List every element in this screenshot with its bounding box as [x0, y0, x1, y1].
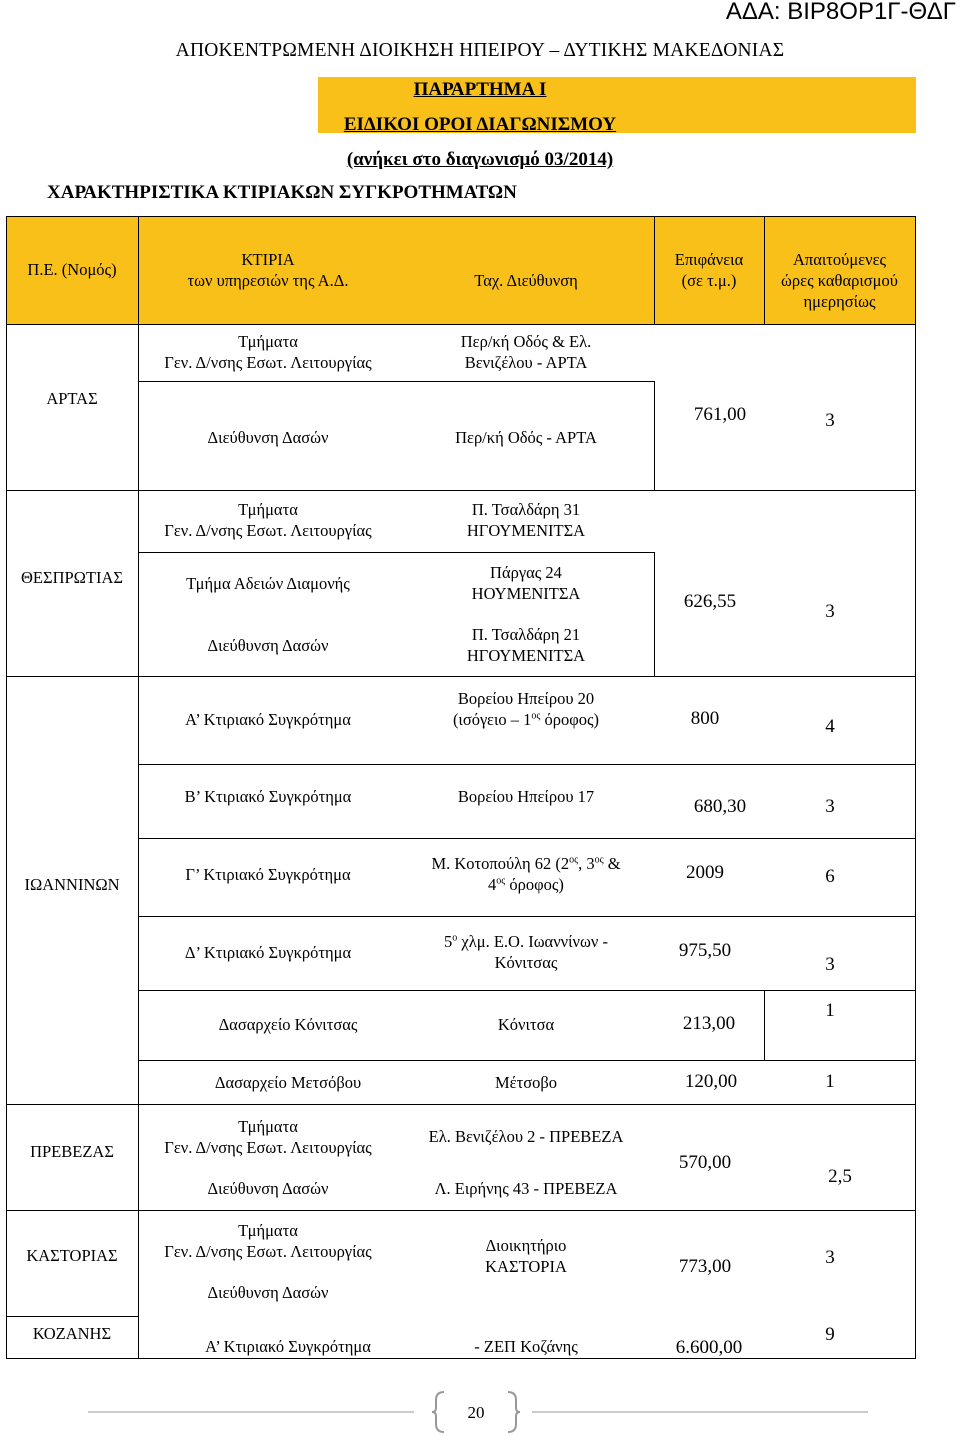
ioannina-address-konitsa: Κόνιτσα: [497, 1015, 555, 1034]
kozani-hours: 9: [825, 1324, 835, 1345]
footer-left-brace-icon: [432, 1392, 444, 1432]
ioannina-address-a: Βορείου Ηπείρου 20 ($\iota\sigma ό\gamma\varepsilon\iota o - 1^{o\varsigma}$ όροφος): [452, 689, 600, 729]
arta-hours: 3: [825, 410, 835, 431]
tender-reference: (ανήκει στο διαγωνισμό 03/2014): [346, 149, 614, 170]
thesprotia-address-2: Πάργας 24 ΗΟΥΜΕΝΙΤΣΑ: [471, 563, 581, 603]
arta-building-1: Τμήματα Γεν. Δ/νσης Εσωτ. Λειτουργίας: [164, 332, 372, 372]
kastoria-address-1: Διοικητήριο ΚΑΣΤΟΡΙΑ: [485, 1236, 567, 1276]
preveza-building-2: Διεύθυνση Δασών: [207, 1179, 329, 1198]
ioannina-area-b: 680,30: [693, 796, 747, 817]
pe-thesprotia: ΘΕΣΠΡΩΤΙΑΣ: [20, 568, 124, 587]
ioannina-address-d: $5^o$ χλμ. Ε.Ο. Ιωαννίνων - Κόνιτσας: [444, 932, 608, 972]
ioannina-building-konitsa: Δασαρχείο Κόνιτσας: [218, 1015, 358, 1034]
ioannina-hours-konitsa: 1: [825, 1000, 835, 1021]
kastoria-building-1: Τμήματα Γεν. Δ/νσης Εσωτ. Λειτουργίας: [164, 1221, 372, 1261]
annex-title: ΠΑΡΑΡΤΗΜΑ Ι: [413, 79, 547, 100]
ioannina-building-metsovo: Δασαρχείο Μετσόβου: [214, 1073, 362, 1092]
ioannina-hours-d: 3: [825, 954, 835, 975]
ioannina-area-metsovo: 120,00: [684, 1071, 738, 1092]
ioannina-hours-b: 3: [825, 796, 835, 817]
column-header-buildings: ΚΤΙΡΙΑ των υπηρεσιών της Α.Δ.: [187, 250, 349, 290]
kozani-address: - ΖΕΠ Κοζάνης: [474, 1337, 578, 1356]
ioannina-hours-a: 4: [825, 716, 835, 737]
column-header-area: Επιφάνεια (σε τ.μ.): [674, 250, 744, 290]
kastoria-area: 773,00: [678, 1256, 732, 1277]
ioannina-area-d: 975,50: [678, 940, 732, 961]
preveza-area: 570,00: [678, 1152, 732, 1173]
ada-code: ΑΔΑ: ΒΙΡ8ΟΡ1Γ-ΘΔΓ: [725, 0, 956, 25]
kastoria-hours: 3: [825, 1247, 835, 1268]
ioannina-hours-c: 6: [825, 866, 835, 887]
thesprotia-building-2: Τμήμα Αδειών Διαμονής: [186, 574, 350, 593]
preveza-building-1: Τμήματα Γεν. Δ/νσης Εσωτ. Λειτουργίας: [164, 1117, 372, 1157]
ioannina-building-a: Α’ Κτιριακό Συγκρότημα: [185, 710, 351, 729]
ioannina-area-a: 800: [690, 708, 720, 729]
authority-title: ΑΠΟΚΕΝΤΡΩΜΕΝΗ ΔΙΟΙΚΗΣΗ ΗΠΕΙΡΟΥ – ΔΥΤΙΚΗΣ ΜΑΚΕΔΟΝΙΑΣ: [175, 40, 785, 61]
ioannina-building-b: Β’ Κτιριακό Συγκρότημα: [184, 787, 352, 806]
section-title: ΧΑΡΑΚΤΗΡΙΣΤΙΚΑ ΚΤΙΡΙΑΚΩΝ ΣΥΓΚΡΟΤΗΜΑΤΩΝ: [47, 182, 517, 203]
ioannina-area-konitsa: 213,00: [682, 1013, 736, 1034]
thesprotia-building-1: Τμήματα Γεν. Δ/νσης Εσωτ. Λειτουργίας: [164, 500, 372, 540]
ioannina-building-c: Γ’ Κτιριακό Συγκρότημα: [185, 865, 351, 884]
column-header-pe: Π.Ε. (Νομός): [27, 260, 117, 279]
ioannina-address-c: Μ. Κοτοπούλη 62 ($2^{o\varsigma}$, $3^{o\varsigma}$ & $4^{o\varsigma}$ όροφος): [431, 854, 621, 894]
arta-address-2: Περ/κή Οδός - ΑΡΤΑ: [455, 428, 597, 447]
kastoria-building-2: Διεύθυνση Δασών: [207, 1283, 329, 1302]
pe-arta: ΑΡΤΑΣ: [46, 389, 98, 408]
kozani-building: Α’ Κτιριακό Συγκρότημα: [205, 1337, 371, 1356]
arta-area: 761,00: [693, 404, 747, 425]
thesprotia-address-1: Π. Τσαλδάρη 31 ΗΓΟΥΜΕΝΙΤΣΑ: [466, 500, 586, 540]
pe-kastoria: ΚΑΣΤΟΡΙΑΣ: [26, 1246, 118, 1265]
arta-building-2: Διεύθυνση Δασών: [207, 428, 329, 447]
pe-ioannina: ΙΩΑΝΝΙΝΩΝ: [24, 875, 120, 894]
ioannina-address-b: Βορείου Ηπείρου 17: [457, 787, 595, 806]
preveza-hours: 2,5: [828, 1166, 852, 1187]
thesprotia-hours: 3: [825, 601, 835, 622]
kozani-area: 6.600,00: [675, 1337, 743, 1358]
pe-preveza: ΠΡΕΒΕΖΑΣ: [30, 1142, 114, 1161]
ioannina-address-metsovo: Μέτσοβο: [494, 1073, 558, 1092]
pe-kozani: ΚΟΖΑΝΗΣ: [32, 1324, 112, 1343]
thesprotia-address-3: Π. Τσαλδάρη 21 ΗΓΟΥΜΕΝΙΤΣΑ: [466, 625, 586, 665]
column-header-address: Ταχ. Διεύθυνση: [474, 271, 578, 290]
ioannina-building-d: Δ’ Κτιριακό Συγκρότημα: [184, 943, 352, 962]
ioannina-hours-metsovo: 1: [825, 1071, 835, 1092]
footer-right-brace-icon: [508, 1392, 520, 1432]
ioannina-area-c: 2009: [686, 862, 724, 883]
special-terms-title: ΕΙΔΙΚΟΙ ΟΡΟΙ ΔΙΑΓΩΝΙΣΜΟΥ: [343, 114, 617, 135]
page-number: 20: [467, 1403, 485, 1422]
arta-address-1: Περ/κή Οδός & Ελ. Βενιζέλου - ΑΡΤΑ: [460, 332, 592, 372]
preveza-address-1: Ελ. Βενιζέλου 2 - ΠΡΕΒΕΖΑ: [428, 1127, 624, 1146]
thesprotia-area: 626,55: [683, 591, 737, 612]
preveza-address-2: Λ. Ειρήνης 43 - ΠΡΕΒΕΖΑ: [434, 1179, 618, 1198]
column-header-hours: Απαιτούμενες ώρες καθαρισμού ημερησίως: [781, 250, 898, 311]
thesprotia-building-3: Διεύθυνση Δασών: [207, 636, 329, 655]
